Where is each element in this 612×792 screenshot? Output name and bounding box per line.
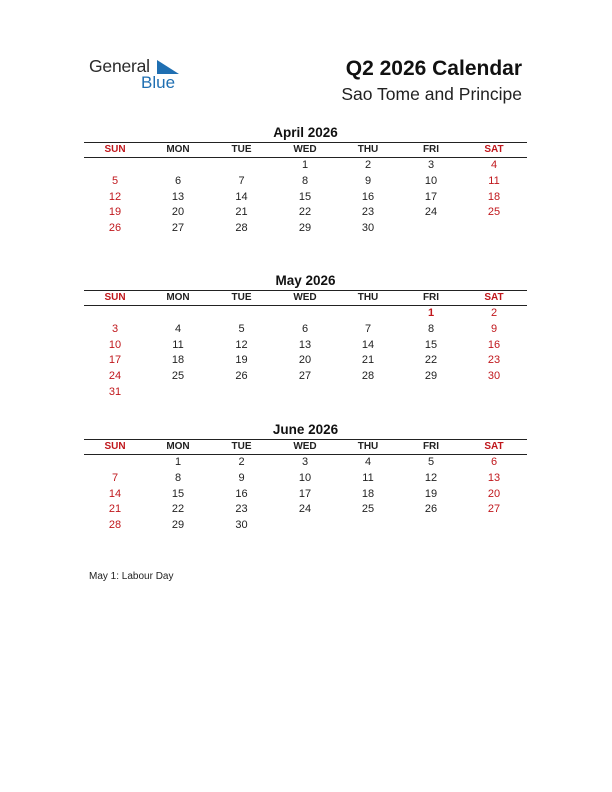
week-row — [84, 205, 527, 221]
day-cell: 26 — [235, 370, 248, 383]
day-cell: 16 — [487, 338, 501, 351]
day-cell: 7 — [238, 174, 245, 187]
day-cell: 18 — [171, 354, 185, 367]
month-title: June 2026 — [272, 422, 339, 437]
day-cell: 1 — [301, 159, 309, 171]
day-cell: 5 — [427, 456, 435, 468]
day-cell: 27 — [298, 370, 312, 383]
weekday-sun: SUN — [104, 441, 126, 452]
day-cell: 1 — [174, 456, 182, 468]
weekday-header-row — [84, 290, 527, 306]
day-cell: 26 — [108, 222, 122, 235]
day-cell: 2 — [364, 159, 372, 171]
week-row — [84, 158, 527, 174]
day-cell: 28 — [235, 222, 248, 235]
day-cell: 22 — [424, 354, 438, 367]
day-cell: 14 — [108, 487, 122, 500]
week-row — [84, 322, 527, 338]
weekday-header-row — [84, 439, 527, 455]
day-cell: 11 — [488, 174, 500, 187]
weekday-thu: THU — [357, 292, 379, 303]
day-cell: 4 — [364, 456, 372, 468]
week-row — [84, 190, 527, 206]
day-cell: 19 — [424, 487, 438, 500]
day-cell: 4 — [490, 159, 498, 171]
day-cell: 9 — [364, 174, 372, 187]
weekday-mon: MON — [166, 292, 190, 303]
day-cell: 3 — [301, 456, 309, 468]
day-cell: 21 — [108, 503, 122, 516]
day-cell: 26 — [424, 503, 438, 516]
day-cell: 21 — [235, 206, 248, 219]
day-cell: 21 — [361, 354, 375, 367]
day-cell: 20 — [487, 487, 501, 500]
day-cell: 2 — [238, 456, 245, 468]
weekday-sun: SUN — [104, 144, 126, 155]
day-cell: 12 — [424, 471, 438, 484]
weekday-fri: FRI — [422, 144, 440, 155]
day-cell: 30 — [361, 222, 375, 235]
day-cell: 29 — [298, 222, 312, 235]
day-cell: 5 — [111, 174, 119, 187]
day-cell: 6 — [490, 456, 498, 468]
week-row — [84, 455, 527, 471]
day-cell: 28 — [108, 519, 122, 532]
week-row — [84, 353, 527, 369]
holiday-note: May 1: Labour Day — [89, 571, 174, 582]
month-april — [84, 125, 527, 237]
month-title: April 2026 — [273, 125, 338, 140]
day-cell: 31 — [108, 385, 122, 398]
week-row — [84, 221, 527, 237]
day-cell: 15 — [171, 487, 185, 500]
day-cell: 13 — [298, 338, 312, 351]
day-cell: 17 — [424, 190, 438, 203]
day-cell: 22 — [171, 503, 185, 516]
logo-word-general: General — [89, 56, 150, 76]
weekday-tue: TUE — [231, 441, 252, 452]
day-cell: 25 — [487, 206, 501, 219]
weekday-fri: FRI — [422, 292, 440, 303]
weekday-sat: SAT — [484, 292, 504, 303]
day-cell: 24 — [108, 370, 122, 383]
day-cell: 10 — [108, 338, 122, 351]
day-cell: 8 — [427, 322, 435, 335]
weekday-thu: THU — [357, 144, 379, 155]
day-cell: 4 — [174, 322, 182, 335]
generalblue-logo — [89, 56, 189, 92]
day-cell: 29 — [171, 519, 185, 532]
week-row — [84, 518, 527, 534]
day-cell: 11 — [362, 471, 374, 484]
day-cell: 15 — [298, 190, 312, 203]
day-cell: 23 — [235, 503, 248, 516]
day-cell: 27 — [487, 503, 501, 516]
day-cell: 14 — [235, 190, 248, 203]
day-cell: 3 — [111, 322, 119, 335]
day-cell: 18 — [487, 190, 501, 203]
week-row — [84, 306, 527, 322]
day-cell: 24 — [424, 206, 438, 219]
day-cell: 17 — [108, 354, 122, 367]
week-row — [84, 385, 527, 401]
weekday-sat: SAT — [484, 441, 504, 452]
month-title: May 2026 — [275, 273, 336, 288]
day-cell: 24 — [298, 503, 312, 516]
day-cell: 14 — [361, 338, 375, 351]
day-cell: 20 — [171, 206, 185, 219]
day-cell: 8 — [301, 174, 309, 187]
day-cell: 12 — [235, 338, 248, 351]
day-cell: 10 — [424, 174, 438, 187]
month-may — [84, 273, 527, 401]
weeks-grid — [84, 158, 527, 237]
day-cell: 10 — [298, 471, 312, 484]
week-row — [84, 369, 527, 385]
day-cell: 19 — [235, 354, 248, 367]
weekday-mon: MON — [166, 144, 190, 155]
weekday-tue: TUE — [231, 292, 252, 303]
day-cell: 16 — [235, 487, 248, 500]
weekday-sat: SAT — [484, 144, 504, 155]
logo-word-blue: Blue — [141, 73, 176, 92]
page-title: Q2 2026 Calendar — [345, 57, 522, 80]
day-cell: 19 — [108, 206, 122, 219]
day-cell: 15 — [424, 338, 438, 351]
month-june — [84, 422, 527, 534]
holiday-day-cell: 1 — [427, 307, 435, 319]
day-cell: 18 — [361, 487, 375, 500]
day-cell: 11 — [172, 338, 184, 351]
weekday-wed: WED — [293, 144, 317, 155]
day-cell: 7 — [364, 322, 372, 335]
day-cell: 30 — [235, 519, 248, 532]
day-cell: 5 — [238, 322, 245, 335]
weekday-header-row — [84, 142, 527, 158]
day-cell: 7 — [111, 471, 119, 484]
country-subtitle: Sao Tome and Principe — [341, 84, 522, 104]
day-cell: 23 — [487, 354, 501, 367]
weeks-grid — [84, 455, 527, 534]
day-cell: 16 — [361, 190, 375, 203]
day-cell: 23 — [361, 206, 375, 219]
day-cell: 28 — [361, 370, 375, 383]
weekday-tue: TUE — [231, 144, 252, 155]
week-row — [84, 487, 527, 503]
day-cell: 20 — [298, 354, 312, 367]
weekday-mon: MON — [166, 441, 190, 452]
weekday-wed: WED — [293, 292, 317, 303]
weekday-wed: WED — [293, 441, 317, 452]
day-cell: 17 — [298, 487, 312, 500]
week-row — [84, 471, 527, 487]
logo-triangle-icon — [157, 60, 179, 74]
weekday-thu: THU — [357, 441, 379, 452]
day-cell: 3 — [427, 159, 435, 171]
day-cell: 8 — [174, 471, 182, 484]
day-cell: 22 — [298, 206, 312, 219]
week-row — [84, 502, 527, 518]
day-cell: 25 — [361, 503, 375, 516]
day-cell: 9 — [238, 471, 245, 484]
day-cell: 30 — [487, 370, 501, 383]
week-row — [84, 338, 527, 354]
day-cell: 9 — [490, 322, 498, 335]
weekday-fri: FRI — [422, 441, 440, 452]
day-cell: 27 — [171, 222, 185, 235]
day-cell: 25 — [171, 370, 185, 383]
day-cell: 6 — [174, 174, 182, 187]
weekday-sun: SUN — [104, 292, 126, 303]
day-cell: 13 — [487, 471, 501, 484]
week-row — [84, 174, 527, 190]
day-cell: 13 — [171, 190, 185, 203]
day-cell: 6 — [301, 322, 309, 335]
day-cell: 12 — [108, 190, 122, 203]
day-cell: 2 — [490, 307, 498, 319]
weeks-grid — [84, 306, 527, 401]
day-cell: 29 — [424, 370, 438, 383]
